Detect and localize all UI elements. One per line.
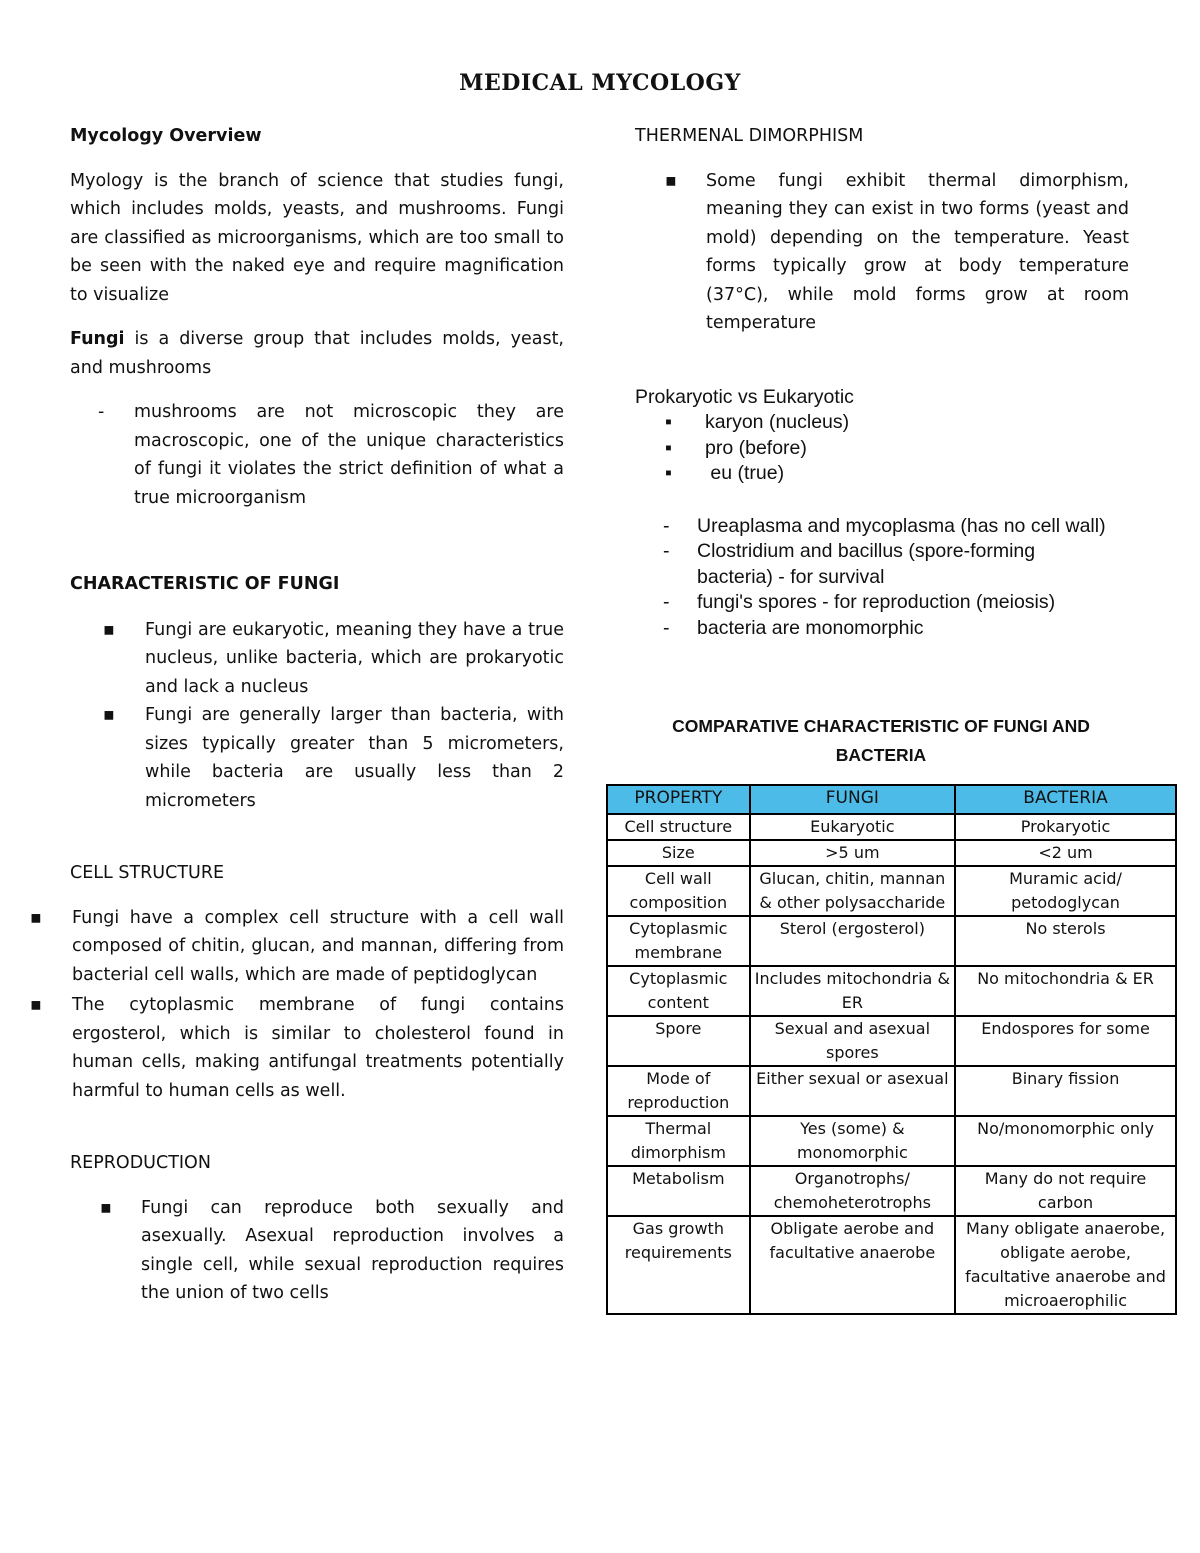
table-cell: Thermal dimorphism [607,1116,750,1166]
dash-bullet-icon: - [98,402,105,422]
organism-note: fungi's spores - for reproduction (meiosis) [697,591,1056,613]
table-cell: Eukaryotic [750,814,955,840]
mushroom-note: mushrooms are not microscopic they are macroscopic, one of the unique characteristics of fungi it violates the strict definition of what a true microorganism [134,402,564,508]
table-cell: Many do not require carbon [955,1166,1176,1216]
table-row [607,1166,1176,1216]
square-bullet-icon: ▪ [30,995,42,1015]
comparative-heading: COMPARATIVE CHARACTERISTIC OF FUNGI AND BACTERIA [672,716,1090,765]
reproduction-list [70,1194,564,1308]
table-cell: Organotrophs/ chemoheterotrophs [750,1166,955,1216]
table-cell: Either sexual or asexual [750,1066,955,1116]
table-cell: Includes mitochondria & ER [750,966,955,1016]
square-bullet-icon: ▪ [103,619,115,640]
fungi-term: Fungi [70,329,125,349]
table-row [607,840,1176,866]
prokaryotic-list [635,410,1129,487]
thermal-item: Some fungi exhibit thermal dimorphism, meaning they can exist in two forms (yeast and mold) depending on the temperature. Yeast forms typically grow at body temperature (37°C), while mold forms grow at room temperature [706,170,1129,333]
list-item [70,1194,564,1308]
table-cell: No/monomorphic only [955,1116,1176,1166]
prokaryotic-heading: Prokaryotic vs Eukaryotic [635,385,854,408]
list-item [635,436,1129,462]
table-cell: <2 um [955,840,1176,866]
list-item [70,616,564,702]
thermal-list [635,167,1129,338]
prokaryotic-item: eu (true) [705,462,785,484]
list-item [635,167,1129,338]
table-row [607,1016,1176,1066]
cell-structure-heading: CELL STRUCTURE [70,863,225,883]
table-cell: Gas growth requirements [607,1216,750,1314]
prokaryotic-item: karyon (nucleus) [705,411,850,433]
list-item [635,410,1129,436]
table-cell: >5 um [750,840,955,866]
cell-structure-item: The cytoplasmic membrane of fungi contains ergosterol, which is similar to cholesterol found in human cells, making antifungal treatments potentially harmful to human cells as well. [72,995,564,1101]
table-cell: Cell structure [607,814,750,840]
reproduction-item: Fungi can reproduce both sexually and asexually. Asexual reproduction involves a single cell, while sexual reproduction requires the union of two cells [141,1197,564,1303]
table-cell: Size [607,840,750,866]
table-cell: Cytoplasmic membrane [607,916,750,966]
table-row [607,1116,1176,1166]
table-cell: Mode of reproduction [607,1066,750,1116]
table-cell: Cytoplasmic content [607,966,750,1016]
table-cell: Prokaryotic [955,814,1176,840]
page-title: MEDICAL MYCOLOGY [459,70,741,96]
table-row [607,814,1176,840]
table-cell: Sexual and asexual spores [750,1016,955,1066]
list-item [635,539,1129,590]
header-bacteria: BACTERIA [955,785,1176,814]
table-header-row [607,785,1176,814]
right-column [635,122,1129,765]
prokaryotic-item: pro (before) [705,436,807,459]
list-item [635,514,1129,540]
characteristic-item: Fungi are generally larger than bacteria, with sizes typically greater than 5 micrometers, while bacteria are usually less than 2 micrometers [145,705,564,811]
square-bullet-icon: ▪ [665,462,672,484]
square-bullet-icon: ▪ [103,705,115,725]
table-cell: Muramic acid/ petodoglycan [955,866,1176,916]
table-row [607,1216,1176,1314]
table-cell: Spore [607,1016,750,1066]
table-cell: No mitochondria & ER [955,966,1176,1016]
table-row [607,1066,1176,1116]
organism-note: bacteria are monomorphic [697,616,924,639]
square-bullet-icon: ▪ [665,436,672,459]
fungi-definition: is a diverse group that includes molds, yeast, and mushrooms [70,329,564,378]
list-item [30,991,564,1105]
table-cell: Sterol (ergosterol) [750,916,955,966]
dash-bullet-icon: - [663,540,670,562]
thermal-heading: THERMENAL DIMORPHISM [635,126,864,146]
cell-structure-list [30,904,564,1106]
table-cell: Obligate aerobe and facultative anaerobe [750,1216,955,1314]
characteristic-item: Fungi are eukaryotic, meaning they have a true nucleus, unlike bacteria, which are prokaryotic and lack a nucleus [145,619,564,697]
header-fungi: FUNGI [750,785,955,814]
square-bullet-icon: ▪ [100,1197,112,1218]
table-cell: Metabolism [607,1166,750,1216]
square-bullet-icon: ▪ [30,907,42,928]
comparison-table [606,784,1177,1315]
organism-notes-list [635,514,1129,642]
table-cell: Yes (some) & monomorphic [750,1116,955,1166]
dash-bullet-icon: - [663,616,670,639]
dash-bullet-icon: - [663,514,670,537]
reproduction-heading: REPRODUCTION [70,1153,211,1173]
overview-heading: Mycology Overview [70,126,262,146]
table-cell: Many obligate anaerobe, obligate aerobe, facultative anaerobe and microaerophilic [955,1216,1176,1314]
fungi-paragraph [70,325,564,382]
table-cell: Endospores for some [955,1016,1176,1066]
list-item [70,701,564,815]
left-column [30,122,564,1308]
list-item [635,590,1129,616]
dash-bullet-icon: - [663,591,670,613]
square-bullet-icon: ▪ [665,411,672,433]
table-row [607,866,1176,916]
header-property: PROPERTY [607,785,750,814]
organism-note: Ureaplasma and mycoplasma (has no cell wall) [697,514,1106,537]
list-item [635,461,1129,487]
mushroom-note-list [70,398,564,512]
table-cell: Binary fission [955,1066,1176,1116]
characteristic-heading: CHARACTERISTIC OF FUNGI [70,574,340,594]
table-cell: Glucan, chitin, mannan & other polysaccharide [750,866,955,916]
list-item [30,904,564,990]
table-cell: No sterols [955,916,1176,966]
square-bullet-icon: ▪ [665,170,677,191]
overview-paragraph: Myology is the branch of science that studies fungi, which includes molds, yeasts, and mushrooms. Fungi are classified as microorganisms, which are too small to be seen with the naked eye and require magnification to visualize [70,170,564,305]
table-cell: Cell wall composition [607,866,750,916]
list-item [635,616,1129,642]
table-row [607,966,1176,1016]
list-item [70,398,564,512]
table-row [607,916,1176,966]
organism-note: Clostridium and bacillus (spore-forming bacteria) - for survival [697,540,1036,588]
cell-structure-item: Fungi have a complex cell structure with a cell wall composed of chitin, glucan, and mannan, differing from bacterial cell walls, which are made of peptidoglycan [72,907,564,985]
characteristic-list [70,616,564,816]
